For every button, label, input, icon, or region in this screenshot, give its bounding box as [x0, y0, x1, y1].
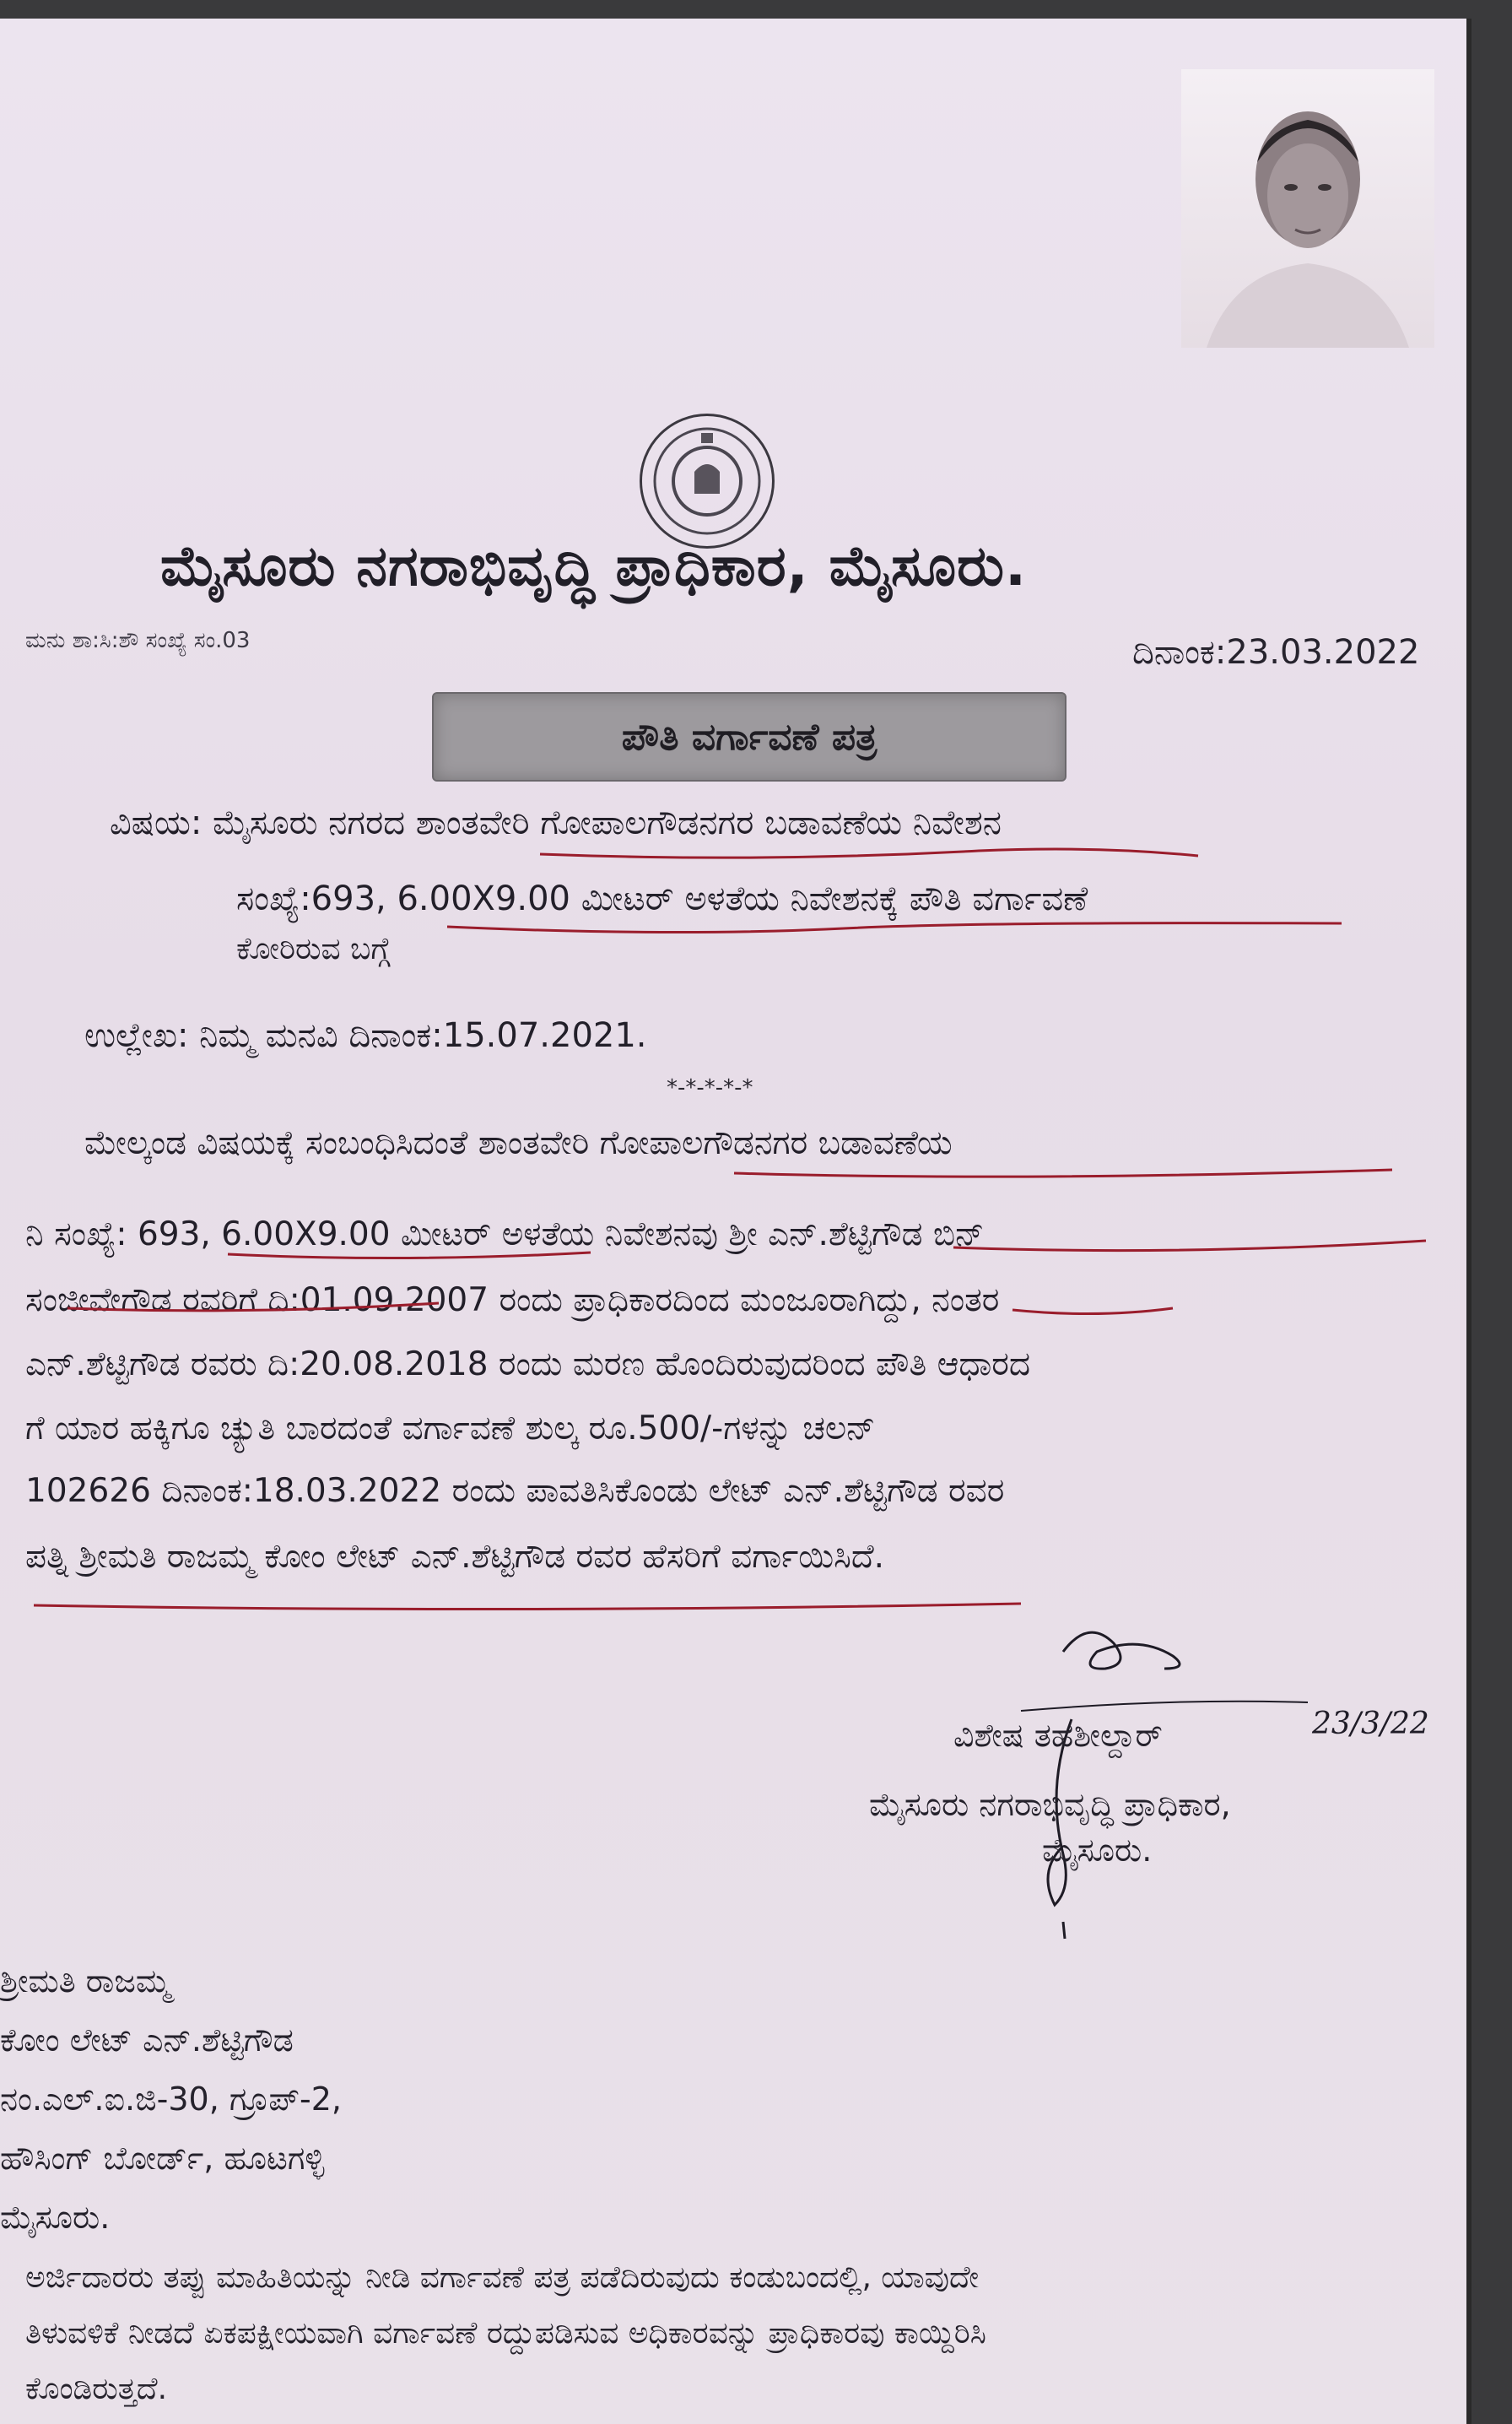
document-page	[0, 19, 1472, 2424]
document-type-banner: ಪೌತಿ ವರ್ಗಾವಣೆ ಪತ್ರ	[432, 692, 1066, 782]
signatory-office: ಮೈಸೂರು ನಗರಾಭಿವೃದ್ಧಿ ಪ್ರಾಧಿಕಾರ,	[869, 1786, 1231, 1823]
body-line-6: 102626 ದಿನಾಂಕ:18.03.2022 ರಂದು ಪಾವತಿಸಿಕೊಂಡು ಲೇಟ್ ಎನ್.ಶೆಟ್ಟಿಗೌಡ ರವರ	[25, 1472, 1005, 1510]
subject-line-2: ಸಂಖ್ಯೆ:693, 6.00X9.00 ಮೀಟರ್ ಅಳತೆಯ ನಿವೇಶನಕ್ಕೆ ಪೌತಿ ವರ್ಗಾವಣೆ	[236, 879, 1088, 918]
recipient-address	[0, 1951, 342, 2247]
signature-date-note: 23/3/22	[1312, 1707, 1429, 1741]
address-line: ಕೋಂ ಲೇಟ್ ಎನ್.ಶೆಟ್ಟಿಗೌಡ	[0, 2021, 294, 2059]
address-line: ಶ್ರೀಮತಿ ರಾಜಮ್ಮ	[0, 1962, 171, 1999]
reference-line: ಉಲ್ಲೇಖ: ನಿಮ್ಮ ಮನವಿ ದಿನಾಂಕ:15.07.2021.	[84, 1016, 647, 1055]
authority-title: ಮೈಸೂರು ನಗರಾಭಿವೃದ್ಧಿ ಪ್ರಾಧಿಕಾರ, ಮೈಸೂರು.	[160, 533, 1028, 598]
separator: *-*-*-*-*	[667, 1075, 753, 1101]
body-line-7: ಪತ್ನಿ ಶ್ರೀಮತಿ ರಾಜಮ್ಮ ಕೋಂ ಲೇಟ್ ಎನ್.ಶೆಟ್ಟಿಗೌಡ ರವರ ಹೆಸರಿಗೆ ವರ್ಗಾಯಿಸಿದೆ.	[25, 1538, 885, 1576]
address-line: ಹೌಸಿಂಗ್ ಬೋರ್ಡ್, ಹೂಟಗಳ್ಳಿ	[0, 2140, 325, 2177]
address-line: ನಂ.ಎಲ್.ಐ.ಜಿ-30, ಗ್ರೂಪ್-2,	[0, 2080, 342, 2118]
body-line-5: ಗೆ ಯಾರ ಹಕ್ಕಿಗೂ ಚ್ಯುತಿ ಬಾರದಂತೆ ವರ್ಗಾವಣೆ ಶುಲ್ಕ ರೂ.500/-ಗಳನ್ನು ಚಲನ್	[25, 1409, 876, 1447]
body-line-3: ಸಂಜೀವೇಗೌಡ ರವರಿಗೆ ದಿ:01.09.2007 ರಂದು ಪ್ರಾಧಿಕಾರದಿಂದ ಮಂಜೂರಾಗಿದ್ದು, ನಂತರ	[25, 1281, 1000, 1319]
subject-line-1: ವಿಷಯ: ಮೈಸೂರು ನಗರದ ಶಾಂತವೇರಿ ಗೋಪಾಲಗೌಡನಗರ ಬಡಾವಣೆಯ ನಿವೇಶನ	[110, 803, 1002, 842]
body-line-2: ನಿ ಸಂಖ್ಯೆ: 693, 6.00X9.00 ಮೀಟರ್ ಅಳತೆಯ ನಿವೇಶನವು ಶ್ರೀ ಎನ್.ಶೆಟ್ಟಿಗೌಡ ಬಿನ್	[25, 1215, 985, 1253]
signatory-city: ಮೈಸೂರು.	[1042, 1832, 1153, 1869]
footnote-line-2: ತಿಳುವಳಿಕೆ ನೀಡದೆ ಏಕಪಕ್ಷೀಯವಾಗಿ ವರ್ಗಾವಣೆ ರದ್ದುಪಡಿಸುವ ಅಧಿಕಾರವನ್ನು ಪ್ರಾಧಿಕಾರವು ಕಾಯ್ದಿರಿಸಿ	[25, 2316, 986, 2351]
issue-date: ದಿನಾಂಕ:23.03.2022	[1132, 633, 1420, 672]
footnote-line-3: ಕೊಂಡಿರುತ್ತದೆ.	[25, 2372, 168, 2406]
pen-underline-marks	[0, 19, 1466, 1707]
address-line: ಮೈಸೂರು.	[0, 2199, 111, 2236]
body-line-1: ಮೇಲ್ಕಂಡ ವಿಷಯಕ್ಕೆ ಸಂಬಂಧಿಸಿದಂತೆ ಶಾಂತವೇರಿ ಗೋಪಾಲಗೌಡನಗರ ಬಡಾವಣೆಯ	[84, 1124, 953, 1162]
body-line-4: ಎನ್.ಶೆಟ್ಟಿಗೌಡ ರವರು ದಿ:20.08.2018 ರಂದು ಮರಣ ಹೊಂದಿರುವುದರಿಂದ ಪೌತಿ ಆಧಾರದ	[25, 1345, 1031, 1383]
reference-number: ಮನು ಶಾ:ಸಿ:ಶೌ ಸಂಖ್ಯೆ ಸಂ.03	[25, 628, 251, 653]
signatory-designation: ವಿಶೇಷ ತಹಶೀಲ್ದಾರ್	[953, 1717, 1163, 1754]
footnote-line-1: ಅರ್ಜಿದಾರರು ತಪ್ಪು ಮಾಹಿತಿಯನ್ನು ನೀಡಿ ವರ್ಗಾವಣೆ ಪತ್ರ ಪಡೆದಿರುವುದು ಕಂಡುಬಂದಲ್ಲಿ, ಯಾವುದೇ	[25, 2260, 980, 2295]
subject-line-3: ಕೋರಿರುವ ಬಗ್ಗೆ	[236, 932, 391, 966]
